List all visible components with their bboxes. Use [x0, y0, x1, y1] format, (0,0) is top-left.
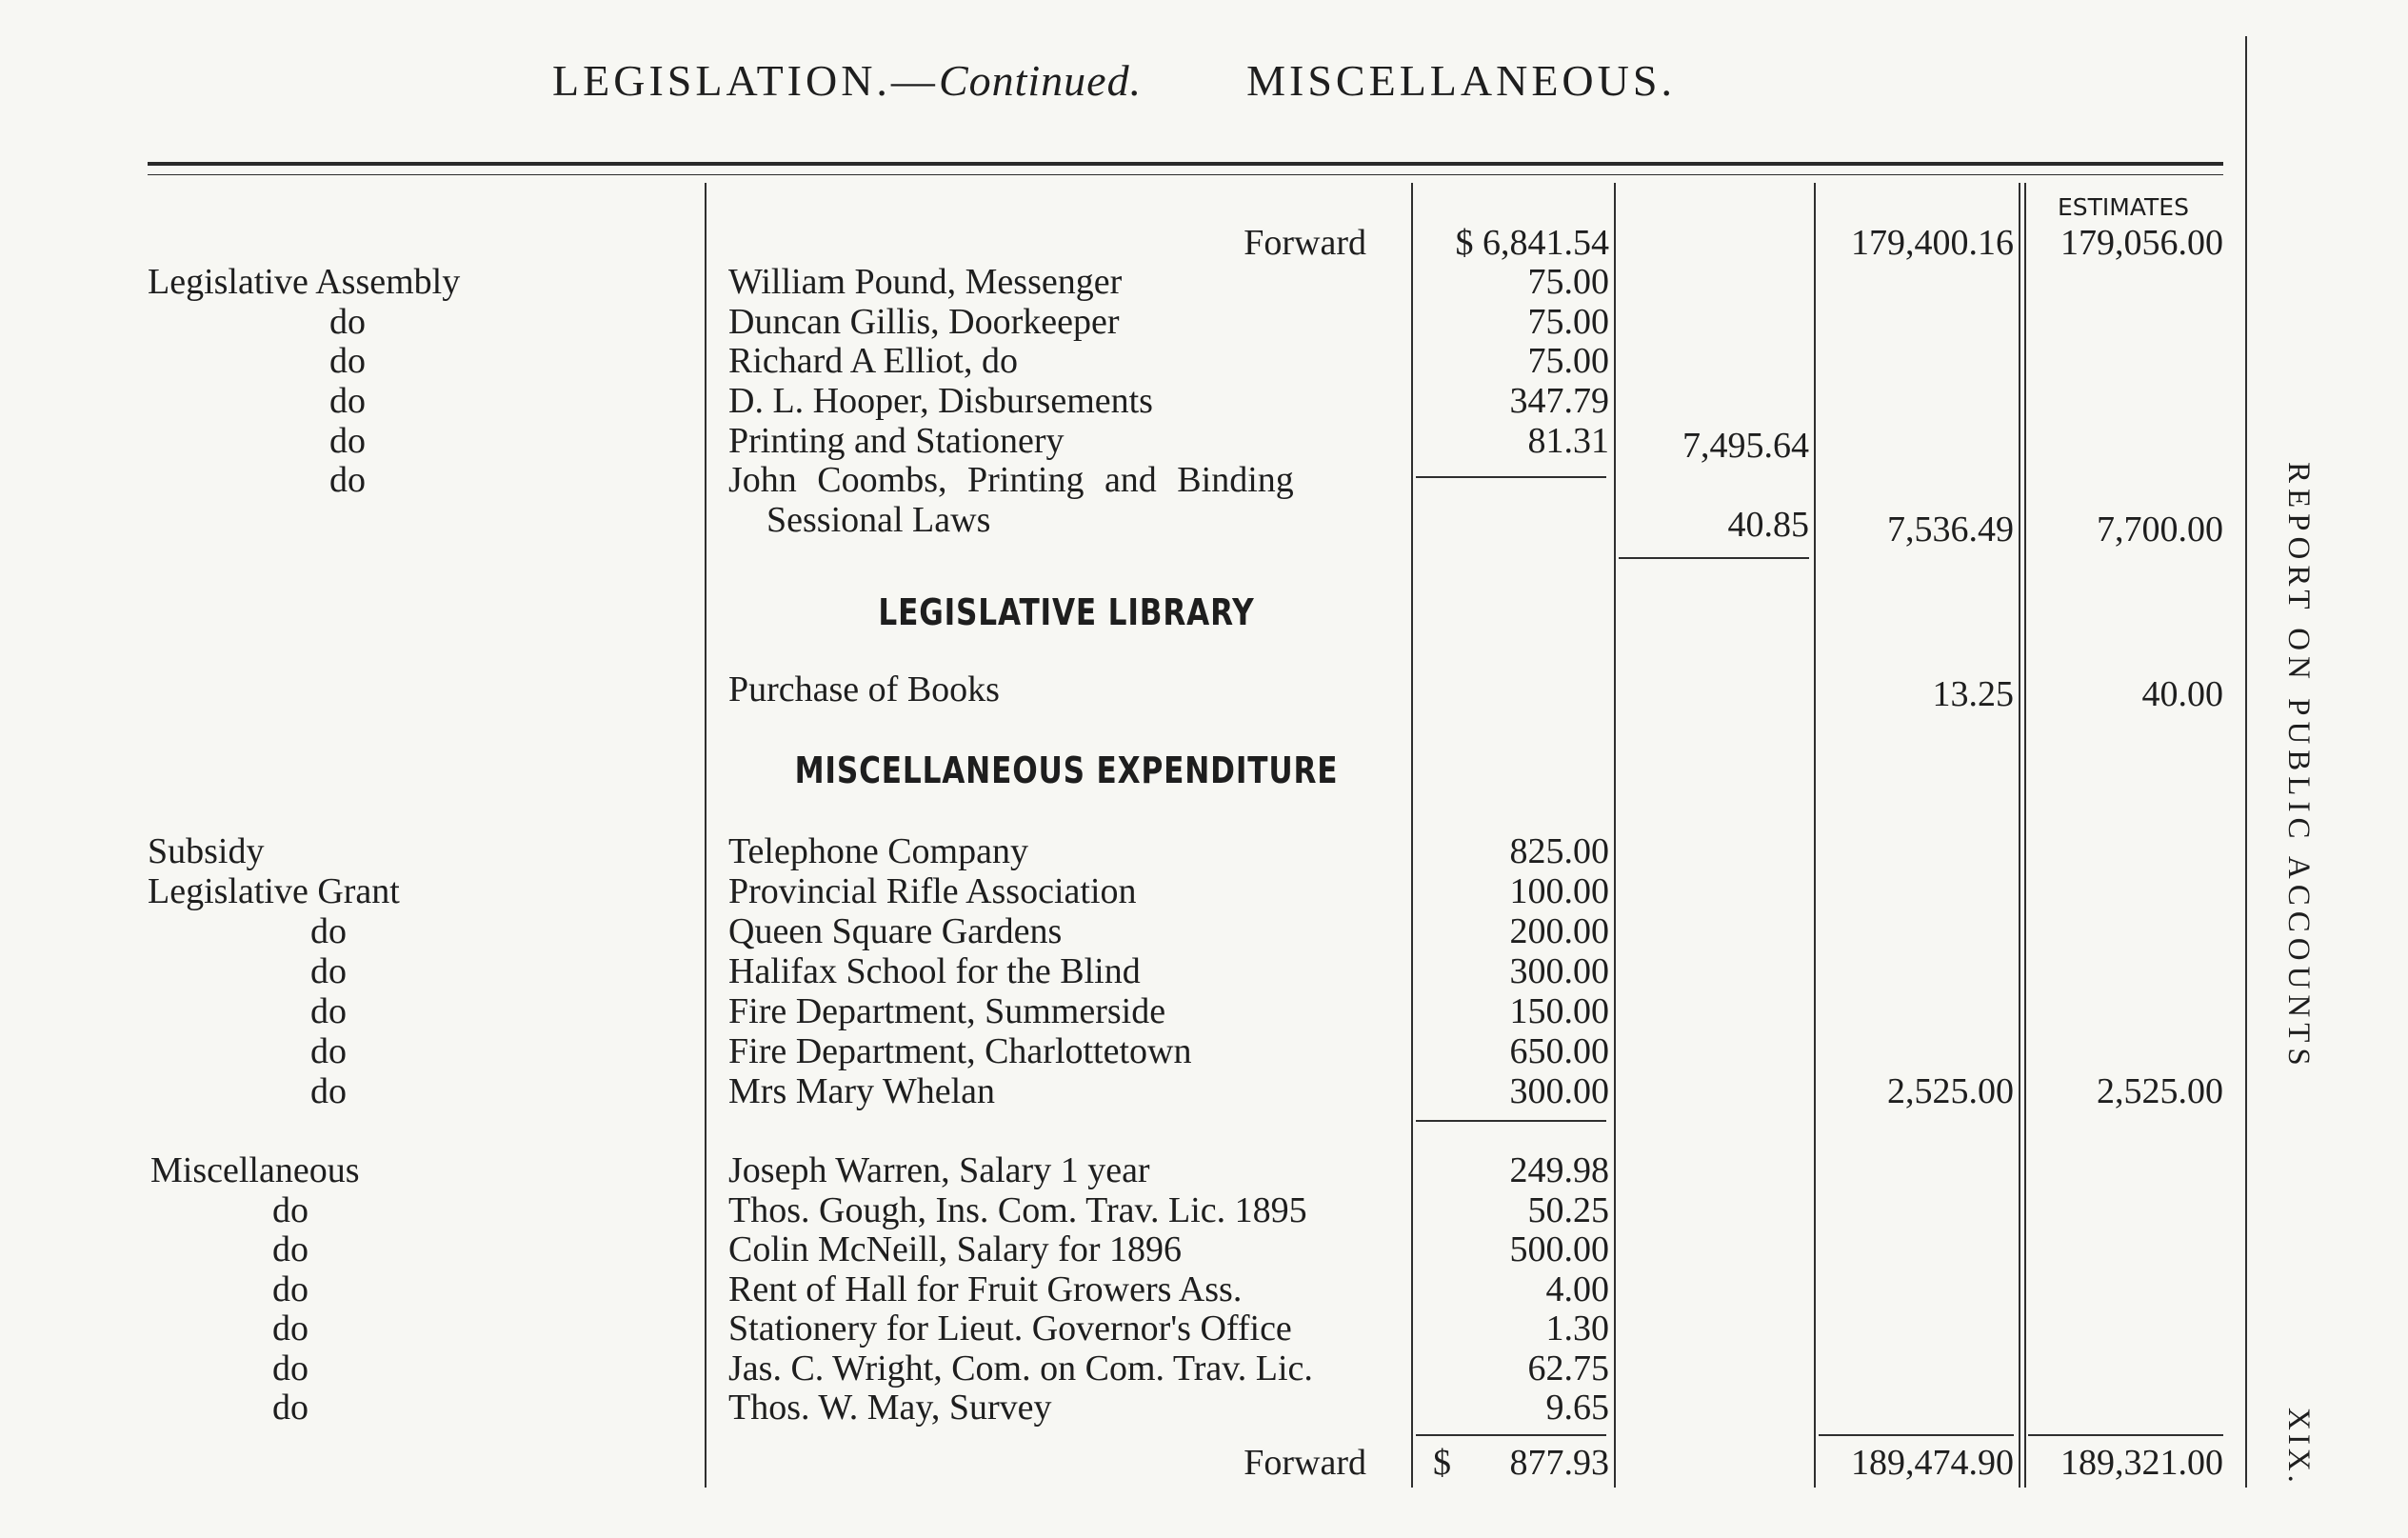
entry-description: Printing and Stationery [728, 421, 1065, 461]
ditto: do [329, 302, 366, 342]
entry-description: Mrs Mary Whelan [728, 1071, 996, 1111]
estimates-header: ESTIMATES [2058, 193, 2189, 221]
entry-description-cont: Sessional Laws [766, 500, 991, 540]
forward-bottom-amount: 877.93 [1509, 1443, 1609, 1483]
library-estimate: 40.00 [2141, 674, 2223, 714]
section-heading-library: LEGISLATIVE LIBRARY [878, 591, 1255, 633]
entry-description: Thos. Gough, Ins. Com. Trav. Lic. 1895 [728, 1190, 1307, 1230]
entry-amount: 81.31 [1527, 421, 1609, 461]
grants-total: 2,525.00 [1887, 1071, 2014, 1111]
entry-description: Stationery for Lieut. Governor's Office [728, 1308, 1292, 1348]
entry-description: Telephone Company [728, 831, 1028, 871]
forward-bottom-estimate: 189,321.00 [2060, 1443, 2223, 1483]
entry-description: D. L. Hooper, Disbursements [728, 381, 1153, 421]
total-rule-1 [1416, 1434, 1606, 1436]
ditto: do [329, 421, 366, 461]
entry-description: Thos. W. May, Survey [728, 1388, 1052, 1428]
library-total: 13.25 [1932, 674, 2014, 714]
ditto: do [310, 1031, 347, 1071]
entry-description: Richard A Elliot, do [728, 341, 1018, 381]
subtotal-rule-1 [1416, 476, 1606, 478]
entry-description: Fire Department, Charlottetown [728, 1031, 1192, 1071]
ditto: do [272, 1308, 308, 1348]
forward-bottom-label: Forward [1244, 1443, 1366, 1483]
header-rule-thick [148, 162, 2223, 166]
entry-description: William Pound, Messenger [728, 262, 1123, 302]
entry-amount: 347.79 [1509, 381, 1609, 421]
ditto: do [329, 341, 366, 381]
forward-bottom-dollar: $ [1433, 1443, 1451, 1483]
grants-estimate: 2,525.00 [2097, 1071, 2223, 1111]
right-margin-rule [2245, 36, 2247, 1488]
assembly-estimate: 7,700.00 [2097, 509, 2223, 549]
entry-description: Rent of Hall for Fruit Growers Ass. [728, 1269, 1243, 1309]
entry-amount: 75.00 [1527, 341, 1609, 381]
title-right: MISCELLANEOUS. [1246, 56, 1676, 105]
entry-amount: 75.00 [1527, 262, 1609, 302]
entry-amount: 62.75 [1527, 1348, 1609, 1388]
ditto: do [310, 1071, 347, 1111]
header-rule-thin [148, 174, 2223, 175]
forward-bottom-total: 189,474.90 [1851, 1443, 2014, 1483]
ditto: do [272, 1190, 308, 1230]
entry-amount: 75.00 [1527, 302, 1609, 342]
entry-amount: 50.25 [1527, 1190, 1609, 1230]
entry-amount: 200.00 [1509, 911, 1609, 951]
ditto: do [272, 1229, 308, 1269]
entry-amount: 500.00 [1509, 1229, 1609, 1269]
ditto: do [310, 991, 347, 1031]
page-number: XIX. [2281, 1408, 2316, 1487]
category-legislative-grant: Legislative Grant [148, 871, 400, 911]
column-rule-desc [705, 183, 706, 1488]
entry-description: Purchase of Books [728, 669, 1000, 709]
entry-description: Colin McNeill, Salary for 1896 [728, 1229, 1182, 1269]
subtotal-rule-3 [1416, 1120, 1606, 1122]
entry-description: Provincial Rifle Association [728, 871, 1137, 911]
title-continued: Continued. [938, 56, 1143, 105]
side-title: REPORT ON PUBLIC ACCOUNTS [2281, 462, 2316, 1071]
column-rule-2 [1614, 183, 1616, 1488]
entry-amount: 40.85 [1727, 505, 1809, 545]
category-miscellaneous: Miscellaneous [150, 1150, 360, 1190]
subtotal-rule-2 [1619, 557, 1809, 559]
ditto: do [310, 911, 347, 951]
title-left: LEGISLATION.— [552, 56, 939, 105]
total-rule-4 [2028, 1434, 2223, 1436]
page-title [0, 55, 2228, 106]
forward-top-label: Forward [1244, 223, 1366, 263]
ditto: do [272, 1348, 308, 1388]
assembly-total: 7,536.49 [1887, 509, 2014, 549]
column-rule-4b [2024, 183, 2026, 1488]
entry-amount: 825.00 [1509, 831, 1609, 871]
ditto: do [272, 1388, 308, 1428]
entry-amount: 300.00 [1509, 951, 1609, 991]
entry-description: Jas. C. Wright, Com. on Com. Trav. Lic. [728, 1348, 1313, 1388]
entry-amount: 650.00 [1509, 1031, 1609, 1071]
section-heading-misc: MISCELLANEOUS EXPENDITURE [794, 749, 1339, 791]
entry-description: Duncan Gillis, Doorkeeper [728, 302, 1120, 342]
column-rule-3 [1814, 183, 1816, 1488]
entry-amount: 300.00 [1509, 1071, 1609, 1111]
ditto: do [310, 951, 347, 991]
entry-description: Halifax School for the Blind [728, 951, 1141, 991]
forward-top-estimate: 179,056.00 [2060, 223, 2223, 263]
column-rule-4a [2019, 183, 2020, 1488]
entry-description: Queen Square Gardens [728, 911, 1063, 951]
entry-amount: 249.98 [1509, 1150, 1609, 1190]
category-subsidy: Subsidy [148, 831, 265, 871]
entry-amount: 100.00 [1509, 871, 1609, 911]
entry-amount: 9.65 [1545, 1388, 1609, 1428]
assembly-subtotal: 7,495.64 [1682, 426, 1809, 466]
entry-description: Joseph Warren, Salary 1 year [728, 1150, 1150, 1190]
category-legislative-assembly: Legislative Assembly [148, 262, 461, 302]
ditto: do [329, 460, 366, 500]
total-rule-3 [1819, 1434, 2014, 1436]
forward-top-total: 179,400.16 [1851, 223, 2014, 263]
entry-description: John Coombs, Printing and Binding [728, 460, 1294, 500]
entry-amount: 4.00 [1545, 1269, 1609, 1309]
entry-amount: 1.30 [1545, 1308, 1609, 1348]
forward-top-amount: $ 6,841.54 [1455, 223, 1609, 263]
entry-amount: 150.00 [1509, 991, 1609, 1031]
entry-description: Fire Department, Summerside [728, 991, 1166, 1031]
ditto: do [272, 1269, 308, 1309]
ditto: do [329, 381, 366, 421]
